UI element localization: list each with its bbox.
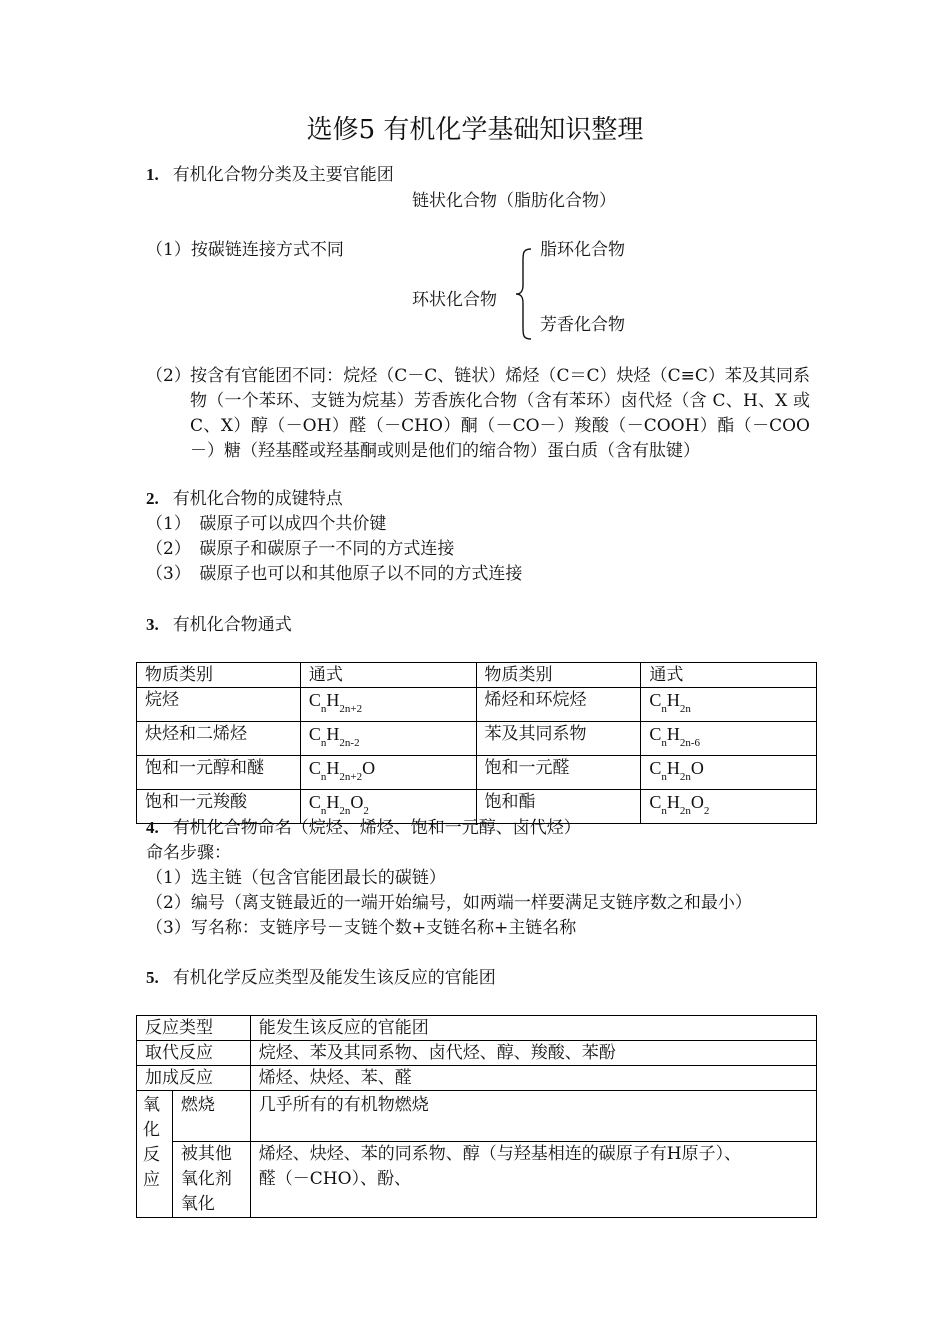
- section-number: 1.: [146, 165, 159, 184]
- functional-group-paragraph: 按含有官能团不同：烷烃（C－C、链状）烯烃（C＝C）炔烃（C≡C）苯及其同系物（一个苯环、支链为烷基）芳香族化合物（含有苯环）卤代烃（含 C、H、X 或 C、X）醇（－OH）醛（－CHO）酮（－CO－）羧酸（－COOH）酯（－COO－）糖（羟基醛或羟基酮或则是他们的缩合物）蛋白质（含有肽键）: [190, 366, 810, 461]
- section-2-heading: [146, 487, 343, 511]
- section-title: 有机化合物命名（烷烃、烯烃、饱和一元醇、卤代烃）: [172, 818, 581, 838]
- label-char: 氧: [143, 1095, 160, 1115]
- section-3-heading: [146, 613, 292, 637]
- formula-cell: $C_nH_{2n+2}$: [300, 688, 476, 722]
- table-cell: 饱和酯: [476, 790, 641, 824]
- list-item: （1）选主链（包含官能团最长的碳链）: [146, 868, 446, 888]
- table-cell: 烯烃和环烷烃: [476, 688, 641, 722]
- list-item: （3）写名称：支链序号－支链个数+支链名称+主链名称: [146, 918, 577, 938]
- table-cell: 饱和一元醇和醚: [137, 756, 301, 790]
- table-cell: 燃烧: [172, 1091, 250, 1142]
- label-char: 化: [143, 1120, 160, 1140]
- table-header: 能发生该反应的官能团: [250, 1016, 816, 1041]
- table-header: 通式: [641, 663, 817, 688]
- label-char: 反: [143, 1145, 160, 1165]
- ring-compound-label: 环状化合物: [412, 290, 497, 310]
- naming-steps-label: 命名步骤：: [146, 843, 231, 863]
- section-number: 2.: [146, 489, 159, 508]
- table-header-row: [137, 663, 817, 688]
- general-formula-table: [136, 662, 817, 824]
- section-number: 5.: [146, 968, 159, 987]
- table-row: [137, 1091, 817, 1142]
- value-line: 烯烃、炔烃、苯的同系物、醇（与羟基相连的碳原子有H原子）、: [258, 1144, 742, 1164]
- section-title: 有机化学反应类型及能发生该反应的官能团: [172, 968, 496, 988]
- table-cell: 取代反应: [137, 1041, 251, 1066]
- chain-compound-label: 链状化合物（脂肪化合物）: [412, 191, 616, 211]
- other-oxidant-cell: [172, 1142, 250, 1218]
- list-item: （2）编号（离支链最近的一端开始编号，如两端一样要满足支链序数之和最小）: [146, 893, 752, 913]
- list-item: （3） 碳原子也可以和其他原子以不同的方式连接: [146, 564, 523, 584]
- table-row: [137, 756, 817, 790]
- formula-cell: $C_nH_{2n}O_2$: [300, 790, 476, 824]
- aromatic-compound-label: 芳香化合物: [540, 315, 625, 335]
- table-row: [137, 722, 817, 756]
- table-cell: 苯及其同系物: [476, 722, 641, 756]
- list-item: （1） 碳原子可以成四个共价键: [146, 514, 387, 534]
- classification-by-carbon-chain: （1）按碳链连接方式不同: [146, 240, 344, 260]
- label-line: 氧化: [180, 1194, 215, 1214]
- page-title: 选修5 有机化学基础知识整理: [306, 115, 644, 145]
- reaction-type-table: [136, 1015, 817, 1218]
- table-cell: 炔烃和二烯烃: [137, 722, 301, 756]
- table-cell: 烷烃、苯及其同系物、卤代烃、醇、羧酸、苯酚: [250, 1041, 816, 1066]
- table-row: [137, 1041, 817, 1066]
- label-line: 氧化剂: [180, 1169, 232, 1189]
- formula-cell: $C_nH_{2n}O_2$: [641, 790, 817, 824]
- formula-cell: $C_nH_{2n}O$: [641, 756, 817, 790]
- section-title: 有机化合物通式: [172, 615, 292, 635]
- table-header: 物质类别: [137, 663, 301, 688]
- table-cell: 烷烃: [137, 688, 301, 722]
- section-title: 有机化合物的成键特点: [172, 489, 343, 509]
- table-cell: 加成反应: [137, 1066, 251, 1091]
- curly-brace-icon: [513, 247, 535, 341]
- table-header: 通式: [300, 663, 476, 688]
- section-number: 4.: [146, 818, 159, 837]
- section-title: 有机化合物分类及主要官能团: [172, 165, 394, 185]
- section-1-heading: [146, 163, 394, 187]
- table-row: [137, 1142, 817, 1218]
- table-header-row: [137, 1016, 817, 1041]
- section-number: 3.: [146, 615, 159, 634]
- table-row: [137, 688, 817, 722]
- value-line: 醛（－CHO）、酚、: [258, 1169, 412, 1189]
- functional-group-item-label: （2）: [146, 366, 191, 386]
- label-line: 被其他: [180, 1144, 232, 1164]
- formula-cell: $C_nH_{2n-2}$: [300, 722, 476, 756]
- other-oxidant-value-cell: [250, 1142, 816, 1218]
- section-4-heading: [146, 816, 581, 840]
- list-item: （2） 碳原子和碳原子一不同的方式连接: [146, 539, 455, 559]
- table-cell: 饱和一元醛: [476, 756, 641, 790]
- label-char: 应: [143, 1170, 160, 1190]
- table-header: 物质类别: [476, 663, 641, 688]
- oxidation-label-cell: [137, 1091, 173, 1218]
- table-cell: 烯烃、炔烃、苯、醛: [250, 1066, 816, 1091]
- formula-cell: $C_nH_{2n-6}$: [641, 722, 817, 756]
- table-header: 反应类型: [137, 1016, 251, 1041]
- table-row: [137, 1066, 817, 1091]
- table-cell: 饱和一元羧酸: [137, 790, 301, 824]
- formula-cell: $C_nH_{2n+2}O$: [300, 756, 476, 790]
- formula-cell: $C_nH_{2n}$: [641, 688, 817, 722]
- table-cell: 几乎所有的有机物燃烧: [250, 1091, 816, 1142]
- alicyclic-compound-label: 脂环化合物: [540, 240, 625, 260]
- section-5-heading: [146, 966, 496, 990]
